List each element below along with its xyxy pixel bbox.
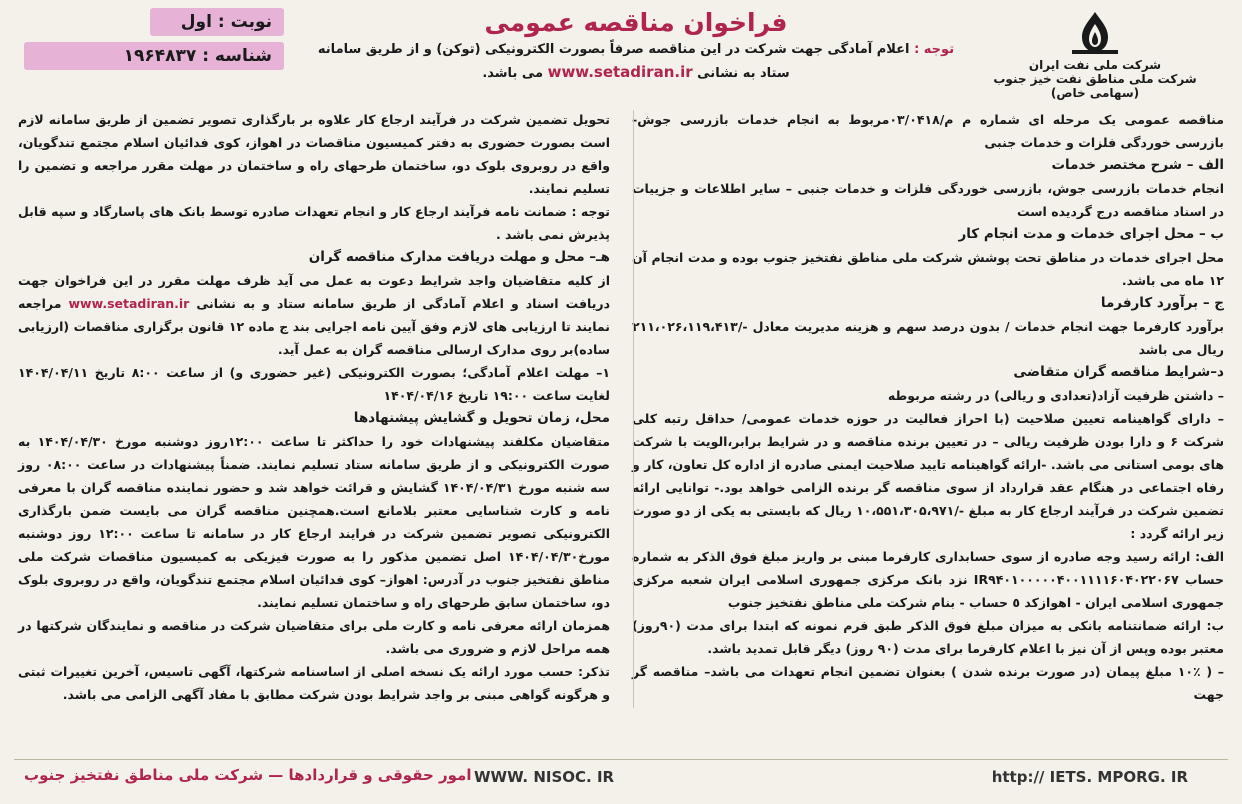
condition-2: – دارای گواهینامه تعیین صلاحیت (با احراز فعالیت در حوزه خدمات عمومی/ حداقل رتبه کلی شرکت ۶ و دارا بودن ظرفیت ریالی – در تعیین برنده مناقصه و در شرایط برابر،الویت با شرکت های بومی استانی می باشد. -ارائه گواهینامه تایید صلاحیت ایمنی صادره از اداره کل تعاون، کار و رفاه اجتماعی در هنگام عقد قرارداد از سوی مناقصه گر برنده الزامی خواهد بود.- توانایی ارائه تضمین شرکت در فرآیند ارجاع کار به مبلغ -/۱۰،۵۵۱،۳۰۵،۹۷۱ ریال که بایستی به یکی از دو صورت زیر ارائه گردد :: [632, 411, 1225, 541]
notice-end: می باشد.: [482, 66, 544, 81]
condition-alef: الف: ارائه رسید وجه صادره از سوی حسابداری کارفرما مبنی بر واریز مبلغ فوق الذکر به شماره حساب IR۹۴۰۱۰۰۰۰۰۴۰۰۱۱۱۱۶۰۴۰۲۲۰۶۷ نزد بانک مرکزی جمهوری اسلامی ایران شعبه مرکزی جمهوری اسلامی ایران - اهوازکد ٥ حساب - بنام شرکت ملی مناطق نفتخیز جنوب: [632, 549, 1225, 610]
left-column: [18, 108, 610, 706]
notice-tag: توجه :: [914, 42, 955, 57]
guarantee-paragraph: تحویل تضمین شرکت در فرآیند ارجاع کار علاوه بر بارگذاری تصویر تضمین از طریق سامانه لازم است بصورت حضوری به دفتر کمیسیون مناقصات در اهواز، کوی فدائیان اسلام مجتمع تندگویان، واقع در روبروی بلوک دو، ساختمان طرحهای راه و ساختمان در مهلت مقرر مراجعه و تضمین را تسلیم نمایند.: [18, 112, 610, 196]
simultaneous-text: همزمان ارائه معرفی نامه و کارت ملی برای متقاضیان شرکت در مناقصه و نمایندگان شرکتها در همه مراحل لازم و ضروری می باشد.: [18, 618, 610, 656]
round-badge: نوبت : اول: [150, 8, 284, 36]
section-alef-text: انجام خدمات بازرسی جوش، بازرسی خوردگی فلزات و خدمات جنبی – سایر اطلاعات و جزییات در اسناد مناقصه درج گردیده است: [632, 181, 1224, 219]
right-column: [632, 108, 1224, 706]
note-paragraph: [18, 200, 610, 246]
company-name-2: شرکت ملی مناطق نفت خیز جنوب (سهامی خاص): [993, 72, 1197, 100]
section-he-text-2: مراجعه نمایند تا ارزیابی های لازم وفق آیین نامه اجرایی بند ج ماده ۱۲ قانون برگزاری مناقصات (ارزیابی ساده)بر روی مدارک ارسالی مناقصه گران به عمل آید.: [18, 296, 610, 357]
section-he-text: [18, 269, 610, 361]
notice-line: [314, 39, 958, 85]
page-title: فراخوان مناقصه عمومی: [484, 8, 788, 37]
title-block: [314, 8, 958, 85]
column-divider: [633, 110, 634, 708]
nioc-flame-logo-icon: [1060, 10, 1130, 56]
submission-heading: محل، زمان تحویل و گشایش پیشنهادها: [353, 410, 610, 426]
department-name: امور حقوقی و قراردادها — شرکت ملی مناطق نفتخیز جنوب: [24, 766, 472, 784]
id-label: شناسه :: [202, 46, 272, 66]
note-tag: توجه :: [571, 204, 610, 219]
section-he-text-1: از کلیه متقاضیان واجد شرایط دعوت به عمل می آید ظرف مهلت مقرر در این فراخوان جهت دریافت اسناد و اعلام آمادگی از طریق سامانه ستاد و به نشانی: [18, 273, 611, 311]
section-alef-heading: الف – شرح مختصر خدمات: [1051, 157, 1224, 173]
company-name-1: شرکت ملی نفت ایران: [1028, 58, 1162, 72]
section-dal-heading: د–شرایط مناقصه گران متقاضی: [1013, 364, 1224, 380]
section-jim-heading: ج – برآورد کارفرما: [1100, 295, 1224, 311]
badges: [24, 8, 284, 70]
iets-link[interactable]: http:// IETS. MPORG. IR: [991, 768, 1188, 786]
section-be-heading: ب – محل اجرای خدمات و مدت انجام کار: [958, 226, 1224, 242]
reminder-paragraph: [18, 660, 610, 706]
condition-be: ب: ارائه ضمانتنامه بانکی به میزان مبلغ فوق الذکر طبق فرم نمونه که ابتدا برای مدت (۹۰روز) معتبر بوده وپس از آن نیز با اعلام کارفرما برای مدت (۹۰ روز) دیگر قابل تمدید باشد.: [632, 618, 1224, 656]
id-value: ۱۹۶۴۸۳۷: [123, 46, 197, 66]
id-badge: [24, 42, 284, 70]
reminder-text: حسب مورد ارائه یک نسخه اصلی از اساسنامه شرکتها، آگهی تاسیس، آخرین تغییرات ثبتی و هرگونه گواهی مبنی بر واجد شرایط بودن شرکت مطابق با مفاد آگهی الزامی می باشد.: [18, 664, 610, 702]
reminder-tag: تذکر:: [578, 664, 611, 679]
condition-last: – ( ۱۰٪ مبلغ پیمان (در صورت برنده شدن ) بعنوان تضمین انجام تعهدات می باشد– مناقصه گر جهت: [632, 664, 1224, 702]
section-be-text: محل اجرای خدمات در مناطق تحت پوشش شرکت ملی مناطق نفتخیز جنوب بوده و مدت انجام آن ۱۲ ماه می باشد.: [632, 250, 1224, 288]
condition-1: – داشتن ظرفیت آزاد(تعدادی و ریالی) در رشته مربوطه: [887, 388, 1224, 403]
setadiran-link[interactable]: www.setadiran.ir: [547, 63, 693, 81]
submission-text: متقاضیان مکلفند پیشنهادات خود را حداکثر تا ساعت ۱۲:۰۰روز دوشنبه مورخ ۱۴۰۴/۰۴/۳۰ به صورت الکترونیکی و از طریق سامانه ستاد تسلیم نمایند. ضمناً پیشنهادات در ساعت ۰۸:۰۰ روز سه شنبه مورخ ۱۴۰۴/۰۴/۳۱ گشایش و قرائت خواهد شد و حضور نماینده مناقصه گران با معرفی نامه و کارت شناسایی معتبر بلامانع است.همچنین مناقصه گران می بایست ضمن بارگذاری الکترونیکی تصویر تضمین شرکت در فرایند ارجاع کار در سامانه تا ساعت ۱۲:۰۰ روز دوشنبه مورخ۱۴۰۴/۰۴/۳۰ اصل تضمین مذکور را به صورت فیزیکی به کمیسیون مناقصات شرکت ملی مناطق نفتخیز جنوب در آدرس: اهواز– کوی فدائیان اسلام مجتمع تندگویان، واقع در روبروی بلوک دو، ساختمان سابق طرحهای راه و ساختمان تسلیم نمایند.: [18, 434, 611, 610]
section-he-heading: هـ– محل و مهلت دریافت مدارک مناقصه گران: [308, 249, 610, 265]
deadline-paragraph: ۱– مهلت اعلام آمادگی؛ بصورت الکترونیکی (غیر حضوری و) از ساعت ۸:۰۰ تاریخ ۱۴۰۴/۰۴/۱۱ لغایت ساعت ۱۹:۰۰ تاریخ ۱۴۰۴/۰۴/۱۶: [18, 365, 610, 403]
section-jim-text: برآورد کارفرما جهت انجام خدمات / بدون درصد سهم و هزینه مدیریت معادل -/۲۱۱،۰۲۶،۱۱۹،۴۱۳ ریال می باشد: [632, 319, 1224, 357]
nisoc-link[interactable]: WWW. NISOC. IR: [474, 768, 615, 786]
header: [14, 8, 1228, 108]
notice-body: [14, 108, 1228, 748]
setadiran-link-2[interactable]: www.setadiran.ir: [68, 296, 190, 311]
footer: [14, 759, 1228, 790]
company-logo-block: [970, 10, 1220, 100]
note-text: ضمانت نامه فرآیند ارجاع کار و انجام تعهدات صادره توسط بانک های پاسارگاد و سپه قابل پذیرش نمی باشد .: [18, 204, 610, 242]
notice-text: اعلام آمادگی جهت شرکت در این مناقصه صرفاً بصورت الکترونیکی (توکن) و از طریق سامانه ستاد به نشانی: [317, 42, 910, 81]
intro-paragraph: مناقصه عمومی یک مرحله ای شماره م م/۰۳/۰۴۱۸مربوط به انجام خدمات بازرسی جوش- بازرسی خوردگی فلزات و خدمات جنبی: [632, 112, 1224, 150]
